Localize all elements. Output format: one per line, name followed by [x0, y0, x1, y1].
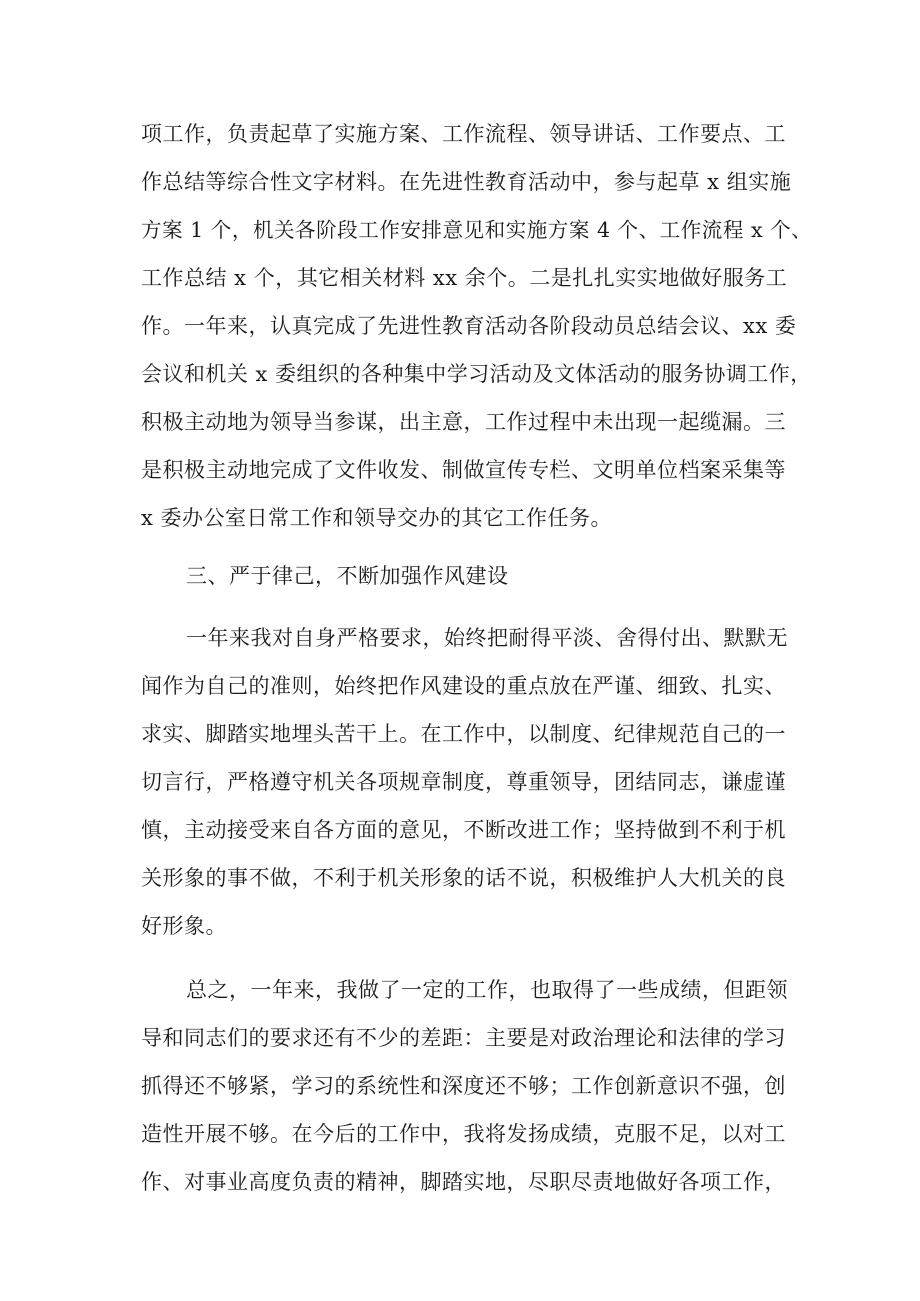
- text-line: 总之，一年来，我做了一定的工作，也取得了一些成绩，但距领: [186, 978, 788, 1002]
- text-line: 慎，主动接受来自各方面的意见，不断改进工作；坚持做到不利于机: [141, 818, 786, 842]
- section-heading: 三、严于律己，不断加强作风建设: [186, 564, 509, 588]
- text-line: 作。一年来，认真完成了先进性教育活动各阶段动员总结会议、xx 委: [141, 314, 797, 338]
- text-line: 会议和机关 x 委组织的各种集中学习活动及文体活动的服务协调工作，: [141, 362, 812, 386]
- text-line: 积极主动地为领导当参谋，出主意，工作过程中未出现一起缆漏。三: [141, 410, 786, 434]
- text-line: 关形象的事不做，不利于机关形象的话不说，积极维护人大机关的良: [141, 866, 786, 890]
- text-line: 切言行，严格遵守机关各项规章制度，尊重领导，团结同志，谦虚谨: [141, 770, 786, 794]
- text-line: 作、对事业高度负责的精神，脚踏实地，尽职尽责地做好各项工作，: [141, 1170, 786, 1194]
- text-line: x 委办公室日常工作和领导交办的其它工作任务。: [141, 506, 613, 530]
- text-line: 项工作，负责起草了实施方案、工作流程、领导讲话、工作要点、工: [141, 122, 786, 146]
- text-line: 是积极主动地完成了文件收发、制做宣传专栏、文明单位档案采集等: [141, 458, 786, 482]
- text-line: 抓得还不够紧，学习的系统性和深度还不够；工作创新意识不强，创: [141, 1074, 786, 1098]
- text-line: 一年来我对自身严格要求，始终把耐得平淡、舍得付出、默默无: [186, 626, 788, 650]
- text-line: 导和同志们的要求还有不少的差距：主要是对政治理论和法律的学习: [141, 1026, 786, 1050]
- text-line: 求实、脚踏实地埋头苦干上。在工作中，以制度、纪律规范自己的一: [141, 722, 786, 746]
- text-line: 作总结等综合性文字材料。在先进性教育活动中，参与起草 x 组实施: [141, 170, 792, 194]
- text-line: 方案 1 个，机关各阶段工作安排意见和实施方案 4 个、工作流程 x 个、: [141, 218, 813, 242]
- text-line: 好形象。: [141, 914, 227, 938]
- text-line: 工作总结 x 个，其它相关材料 xx 余个。二是扎扎实实地做好服务工: [141, 266, 788, 290]
- text-line: 造性开展不够。在今后的工作中，我将发扬成绩，克服不足，以对工: [141, 1122, 786, 1146]
- text-line: 闻作为自己的准则，始终把作风建设的重点放在严谨、细致、扎实、: [141, 674, 786, 698]
